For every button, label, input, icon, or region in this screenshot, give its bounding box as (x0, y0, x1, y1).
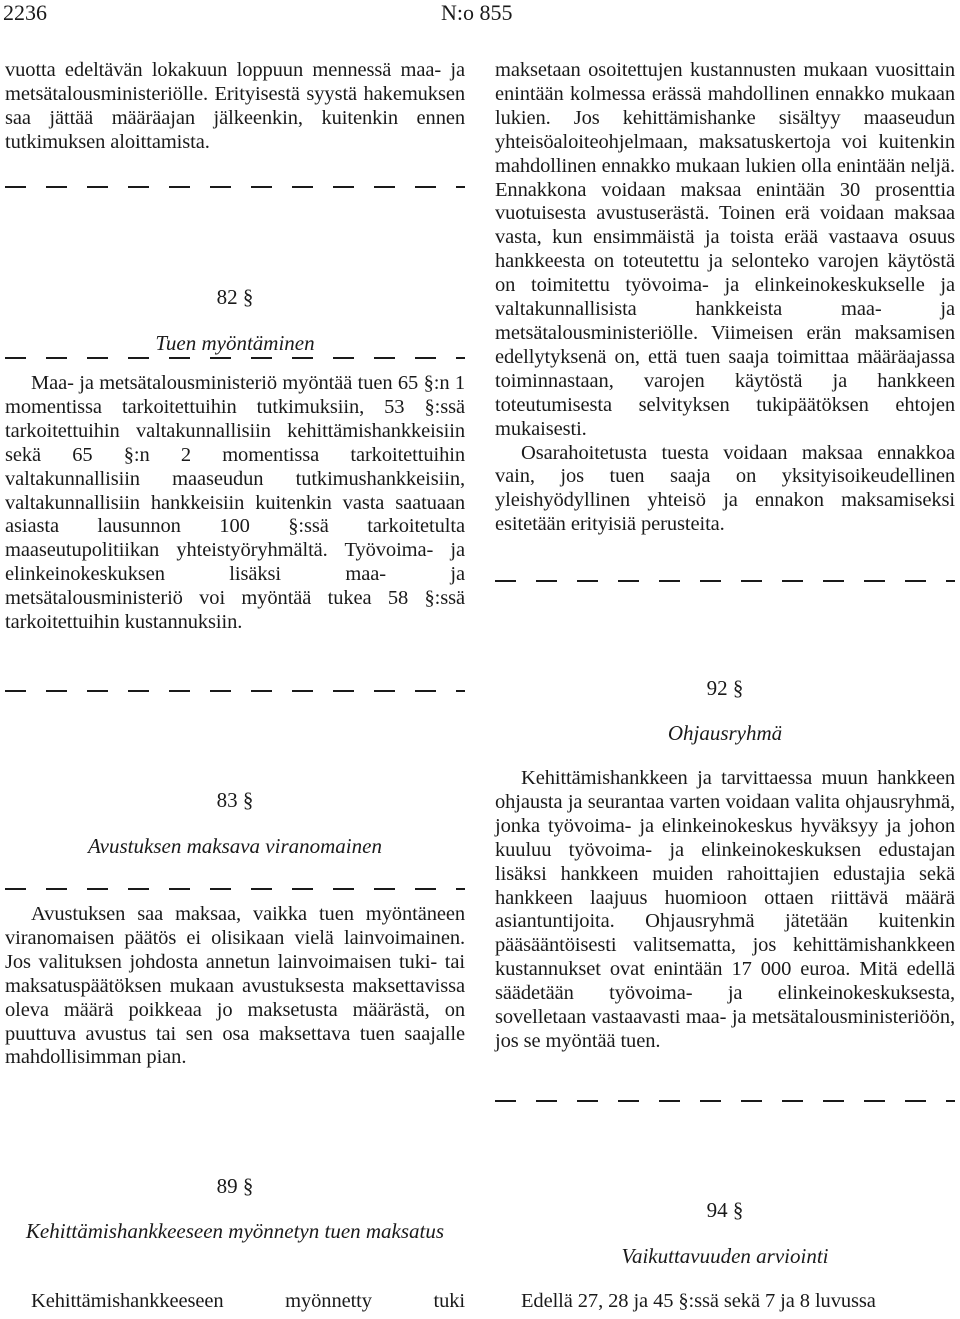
section-89-number: 89 § (216, 1174, 254, 1198)
section-83-body (5, 903, 465, 1070)
section-94-number: 94 § (706, 1198, 744, 1222)
section-divider (5, 357, 465, 359)
section-divider (495, 1100, 955, 1102)
section-83-text: Avustuksen saa maksaa, vaikka tuen myöntäneen viranomaisen päätös ei olisikaan vielä lainvoimainen. Jos valituksen johdosta annetun lainvoimaisen tuki- tai maksatuspäätöksen mukaan avustuksesta maksettavissa oleva määrä poikkeaa jo maksetusta määrästä, on puuttuva avustus tai sen osa maksettava tuen saajalle mahdollisimman pian. (5, 903, 465, 1069)
section-89-title: Kehittämishankkeeseen myönnetyn tuen maksatus (25, 1219, 445, 1243)
section-82-body (5, 372, 465, 635)
section-82-text: Maa- ja metsätalousministeriö myöntää tuen 65 §:n 1 momentissa tarkoitettuihin tutkimuksiin, 53 §:ssä tarkoitettuihin valtakunnallisiin kehittämishankkeisiin sekä 65 §:n 2 momentissa tarkoitettuihin valtakunnallisiin maaseudun tutkimushankkeisiin, valtakunnallisiin hankkeisiin kuitenkin vasta saatuaan asiasta lausunnon 100 §:ssä tarkoitetulta maaseutupolitiikan yhteistyöryhmältä. Työvoima- ja elinkeinokeskuksen lisäksi maa- ja metsätalousministeriö voi myöntää tukea 58 §:ssä tarkoitettuihin kustannuksiin. (5, 372, 465, 634)
right-intro-text-2: Osarahoitetusta tuesta voidaan maksaa ennakkoa vain, jos tuen saaja on yksityisoikeudellinen yleishyödyllinen yhteisö ja ennakon maksamiseksi esitetään erityisiä perusteita. (495, 441, 955, 536)
left-intro (5, 59, 465, 155)
section-92-title: Ohjausryhmä (667, 721, 783, 745)
section-92-body (495, 767, 955, 1054)
section-divider (5, 888, 465, 890)
section-83-title: Avustuksen maksava viranomainen (88, 834, 382, 858)
right-intro (495, 59, 955, 537)
section-94-title: Vaikuttavuuden arviointi (621, 1244, 829, 1268)
section-94-body (495, 1290, 955, 1314)
left-intro-text: vuotta edeltävän lokakuun loppuun mennessä maa- ja metsätalousministeriölle. Erityisestä syystä hakemuksen saa jättää määräajan jälkeenkin, kuitenkin ennen tutkimuksen aloittamista. (5, 59, 465, 153)
issue-number: N:o 855 (441, 0, 513, 25)
section-94-text: Edellä 27, 28 ja 45 §:ssä sekä 7 ja 8 luvussa (521, 1290, 876, 1312)
section-82-number: 82 § (216, 285, 254, 309)
section-divider (495, 580, 955, 582)
section-89-text: Kehittämishankkeeseen myönnetty tuki (31, 1290, 465, 1312)
section-divider (5, 690, 465, 692)
section-92-number: 92 § (706, 676, 744, 700)
section-89-body (5, 1290, 465, 1314)
section-92-text: Kehittämishankkeen ja tarvittaessa muun hankkeen ohjausta ja seurantaa varten voidaan valita ohjausryhmä, jonka työvoima- ja elinkeinokeskus hyväksyy ja johon kuuluu työvoima- ja elinkeinokeskuksen edustajan lisäksi hankkeen muiden rahoittajien edustajia sekä hankkeen laajuus huomioon ottaen riittävä määrä asiantuntijoita. Ohjausryhmä jätetään kuitenkin pääsääntöisesti valitsematta, jos kehittämishankkeen kustannukset ovat enintään 17 000 euroa. Mitä edellä säädetään työvoima- ja elinkeinokeskuksesta, sovelletaan vastaavasti maa- ja metsätalousministeriöön, jos se myöntää tuen. (495, 767, 955, 1052)
page-number: 2236 (3, 0, 47, 25)
right-intro-text: maksetaan osoitettujen kustannusten mukaan vuosittain enintään kolmessa erässä mahdollinen ennakko mukaan lukien. Jos kehittämishanke sisältyy maaseudun yhteisöaloiteohjelmaan, maksatuskertoja voi kuitenkin mahdollinen ennakko mukaan lukien olla enintään neljä. Ennakkona voidaan maksaa enintään 30 prosenttia vuotuisesta avustuserästä. Toinen erä voidaan maksaa vasta, kun ensimmäistä ja toista erää vastaava osuus hankkeesta on toteutettu ja selonteko varojen käytöstä on toimitettu työvoima- ja elinkeinokeskukselle ja valtakunnallisista hankkeista maa- ja metsätalousministeriölle. Viimeisen erän maksamisen edellytyksenä on, että tuen saaja toimittaa määräajassa toiminnastaan, varojen käytöstä ja hankkeen toteutumisesta selvityksen tukipäätöksen ehtojen mukaisesti. (495, 59, 955, 440)
section-82-title: Tuen myöntäminen (155, 331, 315, 355)
section-divider (5, 186, 465, 188)
section-83-number: 83 § (216, 788, 254, 812)
